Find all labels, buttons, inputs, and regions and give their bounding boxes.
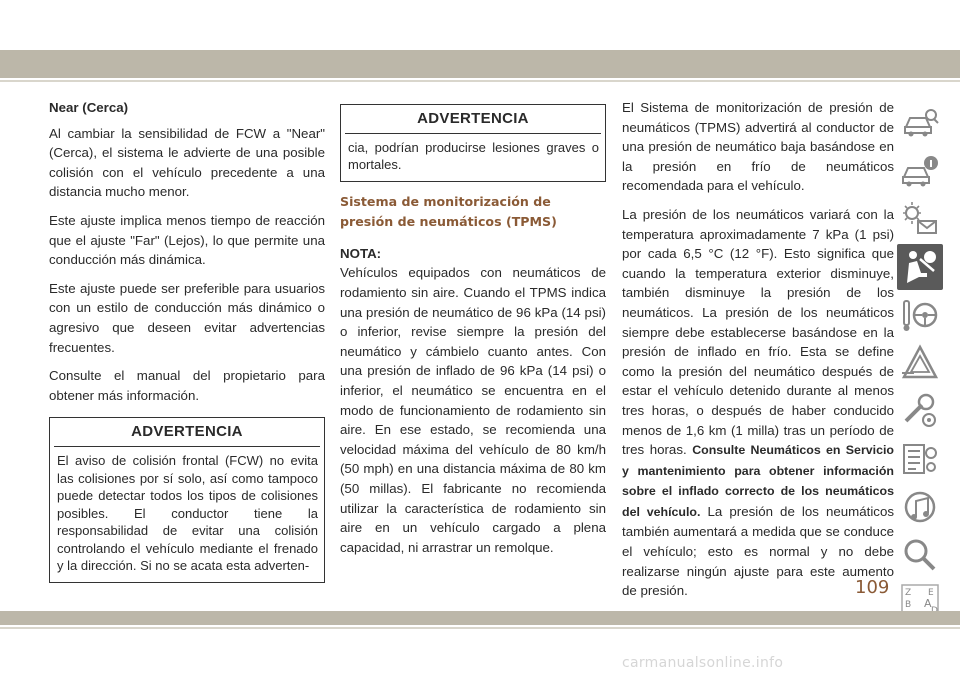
page-number: 109 bbox=[855, 577, 890, 598]
svg-text:E: E bbox=[928, 588, 934, 598]
tab-driving-controls[interactable] bbox=[897, 292, 943, 338]
tab-specifications[interactable] bbox=[897, 436, 943, 482]
tab-car-search[interactable] bbox=[897, 100, 943, 146]
watermark: carmanualsonline.info bbox=[622, 655, 784, 671]
service-icon bbox=[900, 391, 940, 431]
driving-controls-icon bbox=[900, 295, 940, 335]
paragraph: Consulte el manual del propietario para obtener más información. bbox=[49, 368, 325, 403]
tab-search[interactable] bbox=[897, 532, 943, 578]
warning-title: ADVERTENCIA bbox=[345, 105, 601, 134]
warning-text: cia, podrían producirse lesiones graves o mortales. bbox=[348, 139, 599, 173]
tab-service[interactable] bbox=[897, 388, 943, 434]
bottom-decor-band bbox=[0, 611, 960, 625]
top-divider bbox=[0, 80, 960, 82]
tab-safety[interactable] bbox=[897, 244, 943, 290]
roadside-warning-icon bbox=[900, 343, 940, 383]
chapter-sidebar bbox=[897, 100, 945, 628]
paragraph: Al cambiar la sensibilidad de FCW a "Near" (Cerca), el sistema le advierte de una posible colisión con el vehículo precedente a una distancia mucho menor. bbox=[49, 125, 325, 200]
warning-lights-icon bbox=[900, 199, 940, 239]
note-label: NOTA: bbox=[340, 245, 382, 261]
search-icon bbox=[900, 535, 940, 575]
svg-text:A: A bbox=[924, 597, 932, 610]
column-3 bbox=[622, 98, 894, 610]
column-2 bbox=[340, 104, 606, 566]
paragraph bbox=[622, 205, 894, 601]
car-search-icon bbox=[900, 103, 940, 143]
top-decor-band bbox=[0, 50, 960, 78]
warning-box bbox=[49, 417, 325, 583]
warning-text: El aviso de colisión frontal (FCW) no evita las colisiones por sí solo, así como tampoco puede detectar todos los tipos de colisiones posibles. El conductor tiene la responsabilidad de evitar una colisión controlando el vehículo mediante el frenado y la dirección. Si no se acata esta adverten- bbox=[57, 452, 318, 574]
paragraph: El Sistema de monitorización de presión de neumáticos (TPMS) advertirá al conductor de una presión de neumático baja basándose en la presión en frío de neumáticos recomendada para el vehículo. bbox=[622, 100, 894, 194]
car-info-icon bbox=[900, 151, 940, 191]
bottom-divider bbox=[0, 627, 960, 629]
near-heading: Near (Cerca) bbox=[49, 100, 129, 115]
warning-box-continued bbox=[340, 104, 606, 182]
svg-text:B: B bbox=[905, 600, 912, 610]
section-title: Sistema de monitorización de presión de neumáticos (TPMS) bbox=[340, 193, 557, 229]
reference-text: Consulte Neumáticos en Servicio y mantenimiento para obtener información sobre el inflado correcto de los neumáticos del vehículo. bbox=[622, 443, 895, 519]
paragraph: Este ajuste puede ser preferible para usuarios con un estilo de conducción más dinámico o agresivo que deseen evitar advertencias frecuentes. bbox=[49, 280, 325, 355]
tab-car-info[interactable] bbox=[897, 148, 943, 194]
paragraph-text: La presión de los neumáticos también aumentará a medida que se conduce el vehículo; esto es normal y no debe realizarse ningún ajuste para este aumento de presión. bbox=[622, 503, 894, 599]
svg-text:Z: Z bbox=[905, 588, 912, 598]
multimedia-icon bbox=[900, 487, 940, 527]
warning-title: ADVERTENCIA bbox=[54, 418, 320, 447]
specifications-icon bbox=[900, 439, 940, 479]
paragraph-text: La presión de los neumáticos variará con la temperatura aproximadamente 7 kPa (1 psi) por cada 6,5 °C (12 °F). Esto significa que cuando la temperatura exterior disminuye, también disminuye la presión de los neumáticos. La presión de los neumáticos siempre debe establecerse basándose en la presión de inflado en frío. Esta se define como la presión del neumático después de estar el vehículo detenido durante al menos tres horas, o después de haber conducido menos de 1,6 km (1 milla) tras un período de tres horas. bbox=[622, 206, 894, 458]
safety-airbag-icon bbox=[900, 247, 940, 287]
paragraph: Este ajuste implica menos tiempo de reacción que el ajuste "Far" (Lejos), lo que permite una conducción más dinámica. bbox=[49, 212, 325, 268]
note-text: Vehículos equipados con neumáticos de rodamiento sin aire. Cuando el TPMS indica una presión de neumático de 96 kPa (14 psi) o inferior, revise siempre la presión del neumático y cámbielo cuanto antes. Con una presión de inflado de 96 kPa (14 psi) o inferior, el neumático se encuentra en el modo de funcionamiento de rodamiento sin aire. En ese estado, se recomienda una velocidad máxima del vehículo de 80 km/h (50 mph) en una distancia máxima de 80 km (50 millas). El fabricante no recomienda utilizar la característica de rodamiento sin aire en un vehículo cargado a plena capacidad, ni arrastrar un remolque. bbox=[340, 265, 606, 555]
column-1 bbox=[49, 98, 325, 593]
tab-multimedia[interactable] bbox=[897, 484, 943, 530]
tab-roadside[interactable] bbox=[897, 340, 943, 386]
tab-warning-lights[interactable] bbox=[897, 196, 943, 242]
